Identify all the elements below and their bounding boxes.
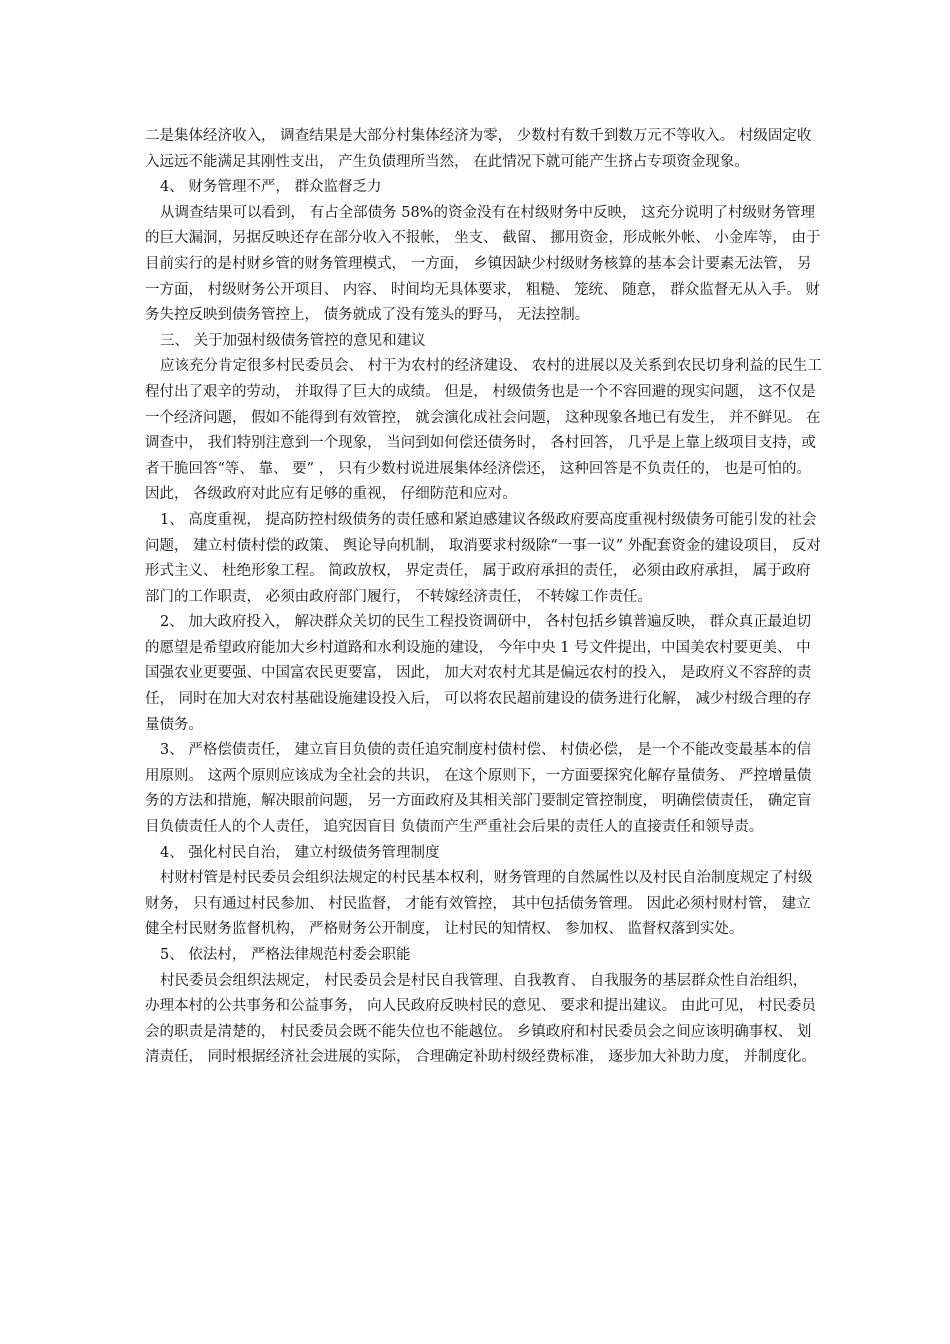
paragraph-item-three: 3、 严格偿债责任， 建立盲目负债的责任追究制度村债村偿、 村债必偿， 是一个不能改变最基本的信用原则。 这两个原则应该成为全社会的共识， 在这个原则下，一方面要探究化解存量债务、 严控增量债务的方法和措施，解决眼前问题， 另一方面政府及其相关部门要制定管控制度， 明确偿债责任， 确定盲目负债责任人的个人责任， 追究因盲目 负债而产生严重社会后果的责任人的直接责任和领导责。: [145, 742, 812, 836]
heading-item-five: 5、 依法村， 严格法律规范村委会职能: [160, 947, 411, 963]
paragraph-item-five: 村民委员会组织法规定， 村民委员会是村民自我管理、自我教育、 自我服务的基层群众性自治组织， 办理本村的公共事务和公益事务， 向人民政府反映村民的意见、 要求和提出建议。 由此可见， 村民委员会的职责是清楚的， 村民委员会既不能失位也不能越位。 乡镇政府和村民委员会之间应该明确事权、 划清责任， 同时根据经济社会进展的实际， 合理确定补助村级经费标准， 逐步加大补助力度， 并制度化。: [145, 972, 816, 1066]
paragraph-collective-income: 二是集体经济收入， 调查结果是大部分村集体经济为零， 少数村有数千到数万元不等收入。 村级固定收入远远不能满足其刚性支出， 产生负债理所当然， 在此情况下就可能产生挤占专项资金现象。: [145, 128, 812, 170]
heading-item-four: 4、 强化村民自治， 建立村级债务管理制度: [160, 844, 440, 861]
heading-financial-management: 4、 财务管理不严， 群众监督乏力: [160, 179, 382, 196]
paragraph-section-three-intro: 应该充分肯定很多村民委员会、 村干为农村的经济建设、 农村的进展以及关系到农民切身利益的民生工程付出了艰辛的劳动， 并取得了巨大的成绩。 但是， 村级债务也是一个不容回避的现实问题， 这不仅是一个经济问题， 假如不能得到有效管控， 就会演化成社会问题， 这种现象各地已有发生， 并不鲜见。 在调查中， 我们特别注意到一个现象， 当问到如何偿还债务时， 各村回答， 几乎是上靠上级项目支持，或者干脆回答“等、 靠、 要” ， 只有少数村说进展集体经济偿还， 这种回答是不负责任的， 也是可怕的。 因此， 各级政府对此应有足够的重视， 仔细防范和应对。: [145, 358, 822, 503]
paragraph-item-four: 村财村管是村民委员会组织法规定的村民基本权利，财务管理的自然属性以及村民自治制度规定了村级财务， 只有通过村民参加、 村民监督， 才能有效管控， 其中包括债务管理。 因此必须村财村管， 建立健全村民财务监督机构， 严格财务公开制度， 让村民的知情权、 参加权、 监督权落到实处。: [145, 870, 813, 938]
paragraph-item-two: 2、 加大政府投入， 解决群众关切的民生工程投资调研中， 各村包括乡镇普遍反映， 群众真正最迫切的愿望是希望政府能加大乡村道路和水利设施的建设， 今年中央 1 号文件提出，中国美农村要更美、 中国强农业更要强、中国富农民更要富， 因此， 加大对农村尤其是偏远农村的投入， 是政府义不容辞的责任， 同时在加大对农村基础设施建设投入后， 可以将农民超前建设的债务进行化解， 减少村级合理的存量债务。: [145, 614, 812, 733]
paragraph-financial-management: 从调查结果可以看到， 有占全部债务 58%的资金没有在村级财务中反映， 这充分说明了村级财务管理的巨大漏洞，另据反映还存在部分收入不报帐， 坐支、 截留、 挪用资金，形成帐外帐、 小金库等， 由于目前实行的是村财乡管的财务管理模式， 一方面， 乡镇因缺少村级财务核算的基本会计要素无法管， 另一方面， 村级财务公开项目、 内容、 时间均无具体要求， 粗糙、 笼统、 随意， 群众监督无从入手。 财务失控反映到债务管控上， 债务就成了没有笼头的野马， 无法控制。: [145, 204, 821, 324]
heading-section-three: 三、 关于加强村级债务管控的意见和建议: [160, 332, 426, 349]
document-page: [145, 124, 825, 1071]
paragraph-item-one: 1、 高度重视， 提高防控村级债务的责任感和紧迫感建议各级政府要高度重视村级债务可能引发的社会问题， 建立村债村偿的政策、 舆论导向机制， 取消要求村级除“一事一议” 外配套资金的建设项目， 反对形式主义、 杜绝形象工程。 简政放权， 界定责任， 属于政府承担的责任， 必须由政府承担， 属于政府部门的工作职责， 必须由政府部门履行， 不转嫁经济责任， 不转嫁工作责任。: [145, 511, 821, 605]
